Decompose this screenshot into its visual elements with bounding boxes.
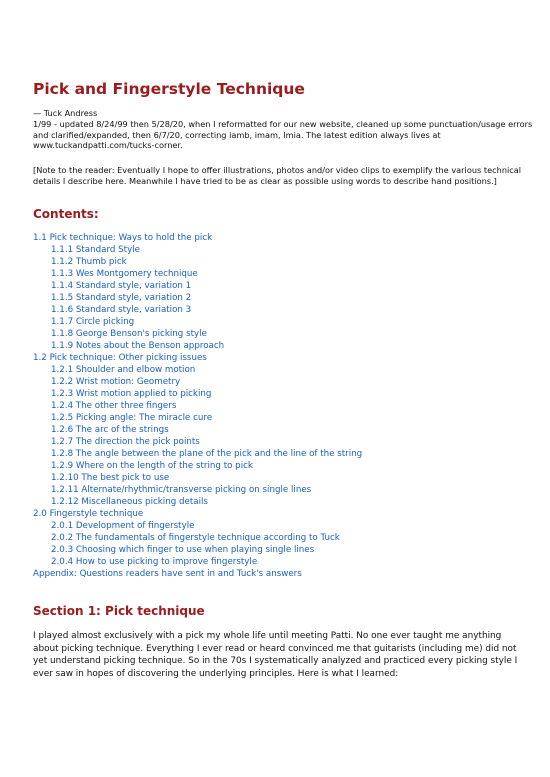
toc-link[interactable]: 2.0.1 Development of fingerstyle — [51, 521, 195, 531]
toc-link[interactable]: 1.1.8 George Benson's picking style — [51, 329, 207, 339]
table-of-contents — [33, 232, 533, 580]
toc-link[interactable]: 1.2.4 The other three fingers — [51, 401, 177, 411]
toc-link[interactable]: Appendix: Questions readers have sent in and Tuck's answers — [33, 569, 302, 579]
toc-link[interactable]: 1.1.3 Wes Montgomery technique — [51, 269, 198, 279]
toc-link[interactable]: 1.2.1 Shoulder and elbow motion — [51, 365, 196, 375]
toc-link[interactable]: 1.1.2 Thumb pick — [51, 257, 127, 267]
toc-link[interactable]: 1.1.9 Notes about the Benson approach — [51, 341, 225, 351]
toc-link[interactable]: 1.2.11 Alternate/rhythmic/transverse picking on single lines — [51, 485, 312, 495]
toc-link[interactable]: 1.1.7 Circle picking — [51, 317, 135, 327]
toc-link[interactable]: 1.2.6 The arc of the strings — [51, 425, 169, 435]
toc-link[interactable]: 2.0 Fingerstyle technique — [33, 509, 144, 519]
toc-link[interactable]: 2.0.4 How to use picking to improve fingerstyle — [51, 557, 258, 567]
author-block — [33, 108, 533, 151]
toc-link[interactable]: 1.2.8 The angle between the plane of the pick and the line of the string — [51, 449, 363, 459]
toc-link[interactable]: 1.1 Pick technique: Ways to hold the pick — [33, 233, 213, 243]
toc-link[interactable]: 1.1.4 Standard style, variation 1 — [51, 281, 192, 291]
toc-link[interactable]: 1.2.7 The direction the pick points — [51, 437, 200, 447]
toc-link[interactable]: 1.1.5 Standard style, variation 2 — [51, 293, 192, 303]
section-heading: Section 1: Pick technique — [33, 604, 205, 618]
toc-link[interactable]: 1.2.5 Picking angle: The miracle cure — [51, 413, 213, 423]
toc-link[interactable]: 1.1.1 Standard Style — [51, 245, 140, 255]
toc-link[interactable]: 1.2 Pick technique: Other picking issues — [33, 353, 207, 363]
section-paragraph: I played almost exclusively with a pick my whole life until meeting Patti. No one ever taught me anything about picking technique. Everything I ever read or heard convinced me that guitarists (including me) did not yet understand picking technique. So in the 70s I systematically analyzed and practiced every picking style I ever saw in hopes of discovering the underlying principles. Here is what I learned: — [33, 631, 518, 679]
reader-note: [Note to the reader: Eventually I hope to offer illustrations, photos and/or video clips to exemplify the various technical details I describe here. Meanwhile I have tried to be as clear as possible using words to describe hand positions.] — [33, 165, 522, 186]
toc-link[interactable]: 1.2.12 Miscellaneous picking details — [51, 497, 208, 507]
toc-link[interactable]: 1.2.2 Wrist motion: Geometry — [51, 377, 181, 387]
toc-link[interactable]: 1.1.6 Standard style, variation 3 — [51, 305, 192, 315]
author-line: — Tuck Andress — [33, 108, 98, 118]
toc-link[interactable]: 1.2.3 Wrist motion applied to picking — [51, 389, 212, 399]
toc-link[interactable]: 2.0.2 The fundamentals of fingerstyle technique according to Tuck — [51, 533, 340, 543]
contents-heading: Contents: — [33, 207, 99, 221]
page-title: Pick and Fingerstyle Technique — [33, 80, 305, 98]
toc-link[interactable]: 1.2.9 Where on the length of the string to pick — [51, 461, 253, 471]
revision-history: 1/99 - updated 8/24/99 then 5/28/20, when I reformatted for our new website, cleaned up some punctuation/usage errors and clarified/expanded, then 6/7/20, correcting iamb, imam, Imia. The latest edition always lives at www.tuckandpatti.com/tucks-corner. — [33, 118, 533, 151]
toc-link[interactable]: 2.0.3 Choosing which finger to use when playing single lines — [51, 545, 315, 555]
toc-link[interactable]: 1.2.10 The best pick to use — [51, 473, 170, 483]
